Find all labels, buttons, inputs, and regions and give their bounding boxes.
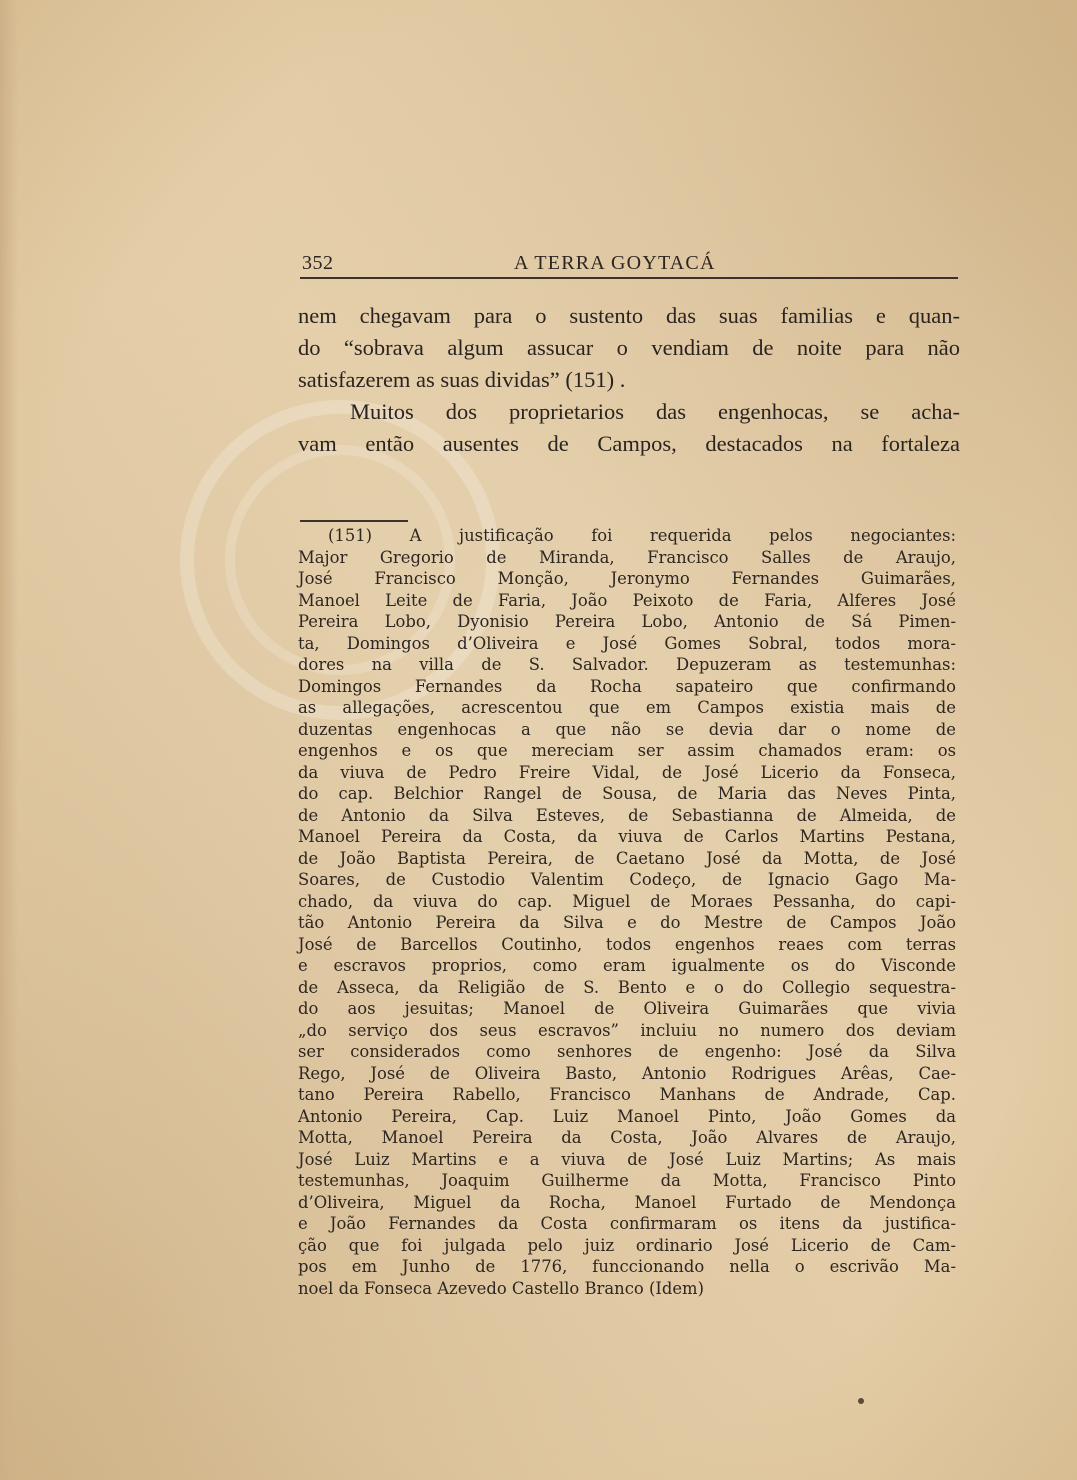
footnote-line: (151) A justificação foi requerida pelos negociantes: [328, 526, 956, 545]
body-line: do “sobrava algum assucar o vendiam de noite para não [298, 335, 960, 360]
footnote-line: dores na villa de S. Salvador. Depuzeram as testemunhas: [298, 655, 956, 674]
footnote-line: e João Fernandes da Costa confirmaram os itens da justifica- [298, 1214, 956, 1233]
footnote-line: Motta, Manoel Pereira da Costa, João Alvares de Araujo, [298, 1128, 956, 1147]
footnote-line: noel da Fonseca Azevedo Castello Branco (Idem) [298, 1278, 704, 1298]
footnote-separator-rule [300, 520, 408, 522]
footnote-line: de Asseca, da Religião de S. Bento e o do Collegio sequestra- [298, 977, 956, 997]
footnote-line: as allegações, acrescentou que em Campos existia mais de [298, 698, 956, 717]
page-number: 352 [302, 252, 334, 274]
footnote-line: ta, Domingos d’Oliveira e José Gomes Sobral, todos mora- [298, 633, 956, 653]
page-left-edge-shadow [0, 0, 18, 1480]
footnote-line: José Francisco Monção, Jeronymo Fernandes Guimarães, [298, 569, 956, 588]
footnote-line: José Luiz Martins e a viuva de José Luiz Martins; As mais [298, 1149, 956, 1169]
footnote-line: Antonio Pereira, Cap. Luiz Manoel Pinto, João Gomes da [298, 1106, 956, 1126]
footnote-line: e escravos proprios, como eram igualmente os do Visconde [298, 956, 956, 975]
footnote-line: Manoel Pereira da Costa, da viuva de Carlos Martins Pestana, [298, 827, 956, 846]
footnote-line: de Antonio da Silva Esteves, de Sebastianna de Almeida, de [298, 805, 956, 825]
footnote-line: Domingos Fernandes da Rocha sapateiro que confirmando [298, 676, 956, 696]
footnote-line: tano Pereira Rabello, Francisco Manhans de Andrade, Cap. [298, 1085, 956, 1104]
footnote-line: tão Antonio Pereira da Silva e do Mestre de Campos João [298, 913, 956, 932]
paper-speck [858, 1398, 864, 1404]
body-line: nem chegavam para o sustento das suas familias e quan- [298, 303, 960, 328]
page-header [300, 251, 958, 279]
footnote-line: Rego, José de Oliveira Basto, Antonio Rodrigues Arêas, Cae- [298, 1063, 956, 1083]
footnote-line: „do serviço dos seus escravos” incluiu no numero dos deviam [298, 1020, 956, 1040]
footnote-line: Major Gregorio de Miranda, Francisco Salles de Araujo, [298, 547, 956, 567]
footnote-line: d’Oliveira, Miguel da Rocha, Manoel Furtado de Mendonça [298, 1192, 956, 1212]
footnote-line: do aos jesuitas; Manoel de Oliveira Guimarães que vivia [298, 999, 956, 1018]
footnote-line: ser considerados como senhores de engenho: José da Silva [298, 1042, 956, 1061]
body-line: Muitos dos proprietarios das engenhocas, se acha- [350, 399, 960, 424]
footnote-line: chado, da viuva do cap. Miguel de Moraes Pessanha, do capi- [298, 891, 956, 911]
main-text [298, 300, 960, 460]
footnote-line: duzentas engenhocas a que não se devia dar o nome de [298, 719, 956, 739]
body-line: satisfazerem as suas dividas” (151) . [298, 367, 626, 392]
footnote-line: testemunhas, Joaquim Guilherme da Motta, Francisco Pinto [298, 1171, 956, 1190]
footnote-line: Manoel Leite de Faria, João Peixoto de Faria, Alferes José [298, 590, 956, 610]
footnote-line: pos em Junho de 1776, funccionando nella o escrivão Ma- [298, 1257, 956, 1276]
footnote-line: do cap. Belchior Rangel de Sousa, de Maria das Neves Pinta, [298, 784, 956, 803]
running-title: A TERRA GOYTACÁ [514, 252, 716, 274]
body-line: vam então ausentes de Campos, destacados na fortaleza [298, 431, 960, 456]
footnote-line: Pereira Lobo, Dyonisio Pereira Lobo, Antonio de Sá Pimen- [298, 612, 956, 631]
footnote-line: José de Barcellos Coutinho, todos engenhos reaes com terras [298, 934, 956, 954]
footnote-line: engenhos e os que mereciam ser assim chamados eram: os [298, 741, 956, 760]
footnote-151 [298, 525, 956, 1299]
footnote-line: de João Baptista Pereira, de Caetano José da Motta, de José [298, 848, 956, 868]
footnote-line: Soares, de Custodio Valentim Codeço, de Ignacio Gago Ma- [298, 870, 956, 889]
footnote-line: ção que foi julgada pelo juiz ordinario José Licerio de Cam- [298, 1235, 956, 1255]
footnote-line: da viuva de Pedro Freire Vidal, de José Licerio da Fonseca, [298, 762, 956, 782]
